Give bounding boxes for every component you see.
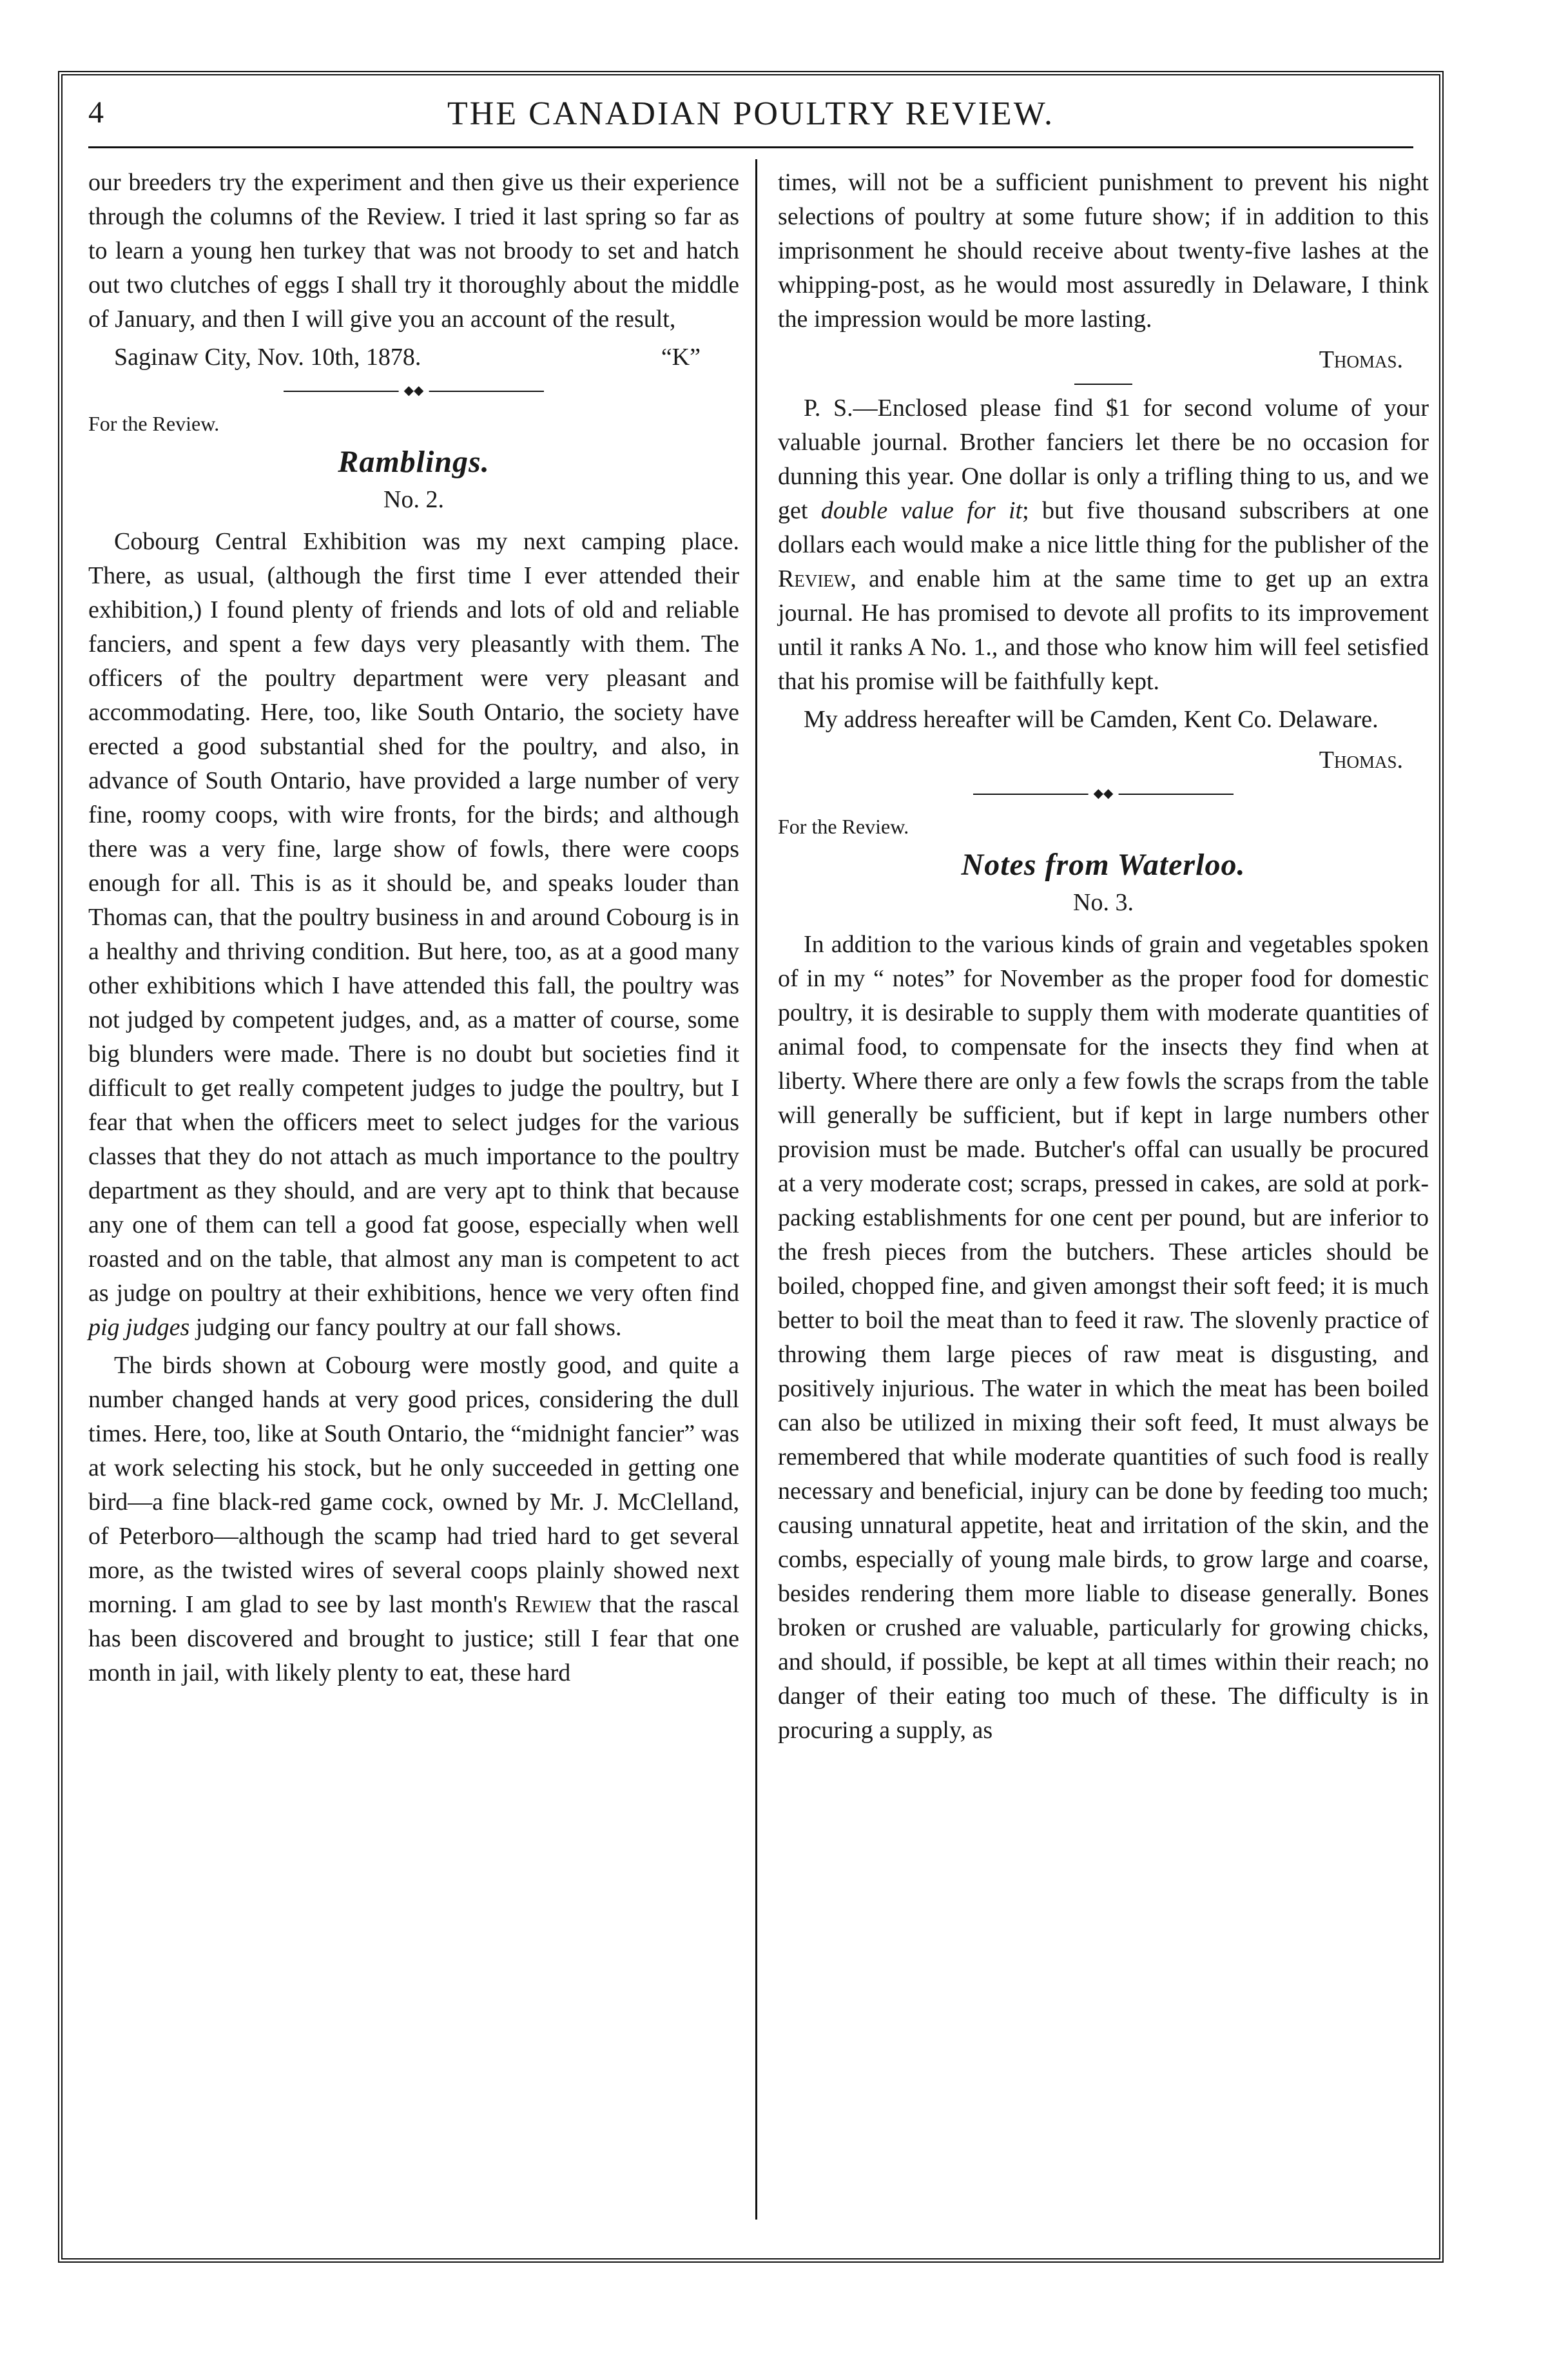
signature-thomas-2: Thomas.	[1319, 747, 1403, 774]
running-title: THE CANADIAN POULTRY REVIEW.	[447, 95, 1054, 132]
signoff-place: Saginaw City, Nov. 10th, 1878.	[114, 344, 421, 371]
left-paragraph-1: our breeders try the experiment and then give us their experience through the columns of the Review. I tried it last spring so far as to learn a young hen turkey that was not broody to set and hatch out two clutches of eggs I shall try it thoroughly about the middle of January, and then I will give you an account of the result,	[88, 169, 739, 333]
left-column	[88, 166, 739, 1694]
short-rule	[1074, 384, 1132, 385]
for-review-label: For the Review.	[778, 815, 909, 838]
section-separator: ◆◆	[284, 386, 544, 395]
column-divider	[755, 159, 757, 2220]
address-paragraph: My address hereafter will be Camden, Kent Co. Delaware.	[804, 706, 1379, 733]
article-number: No. 3.	[1073, 889, 1134, 916]
right-paragraph-1: times, will not be a sufficient punishment to prevent his night selections of poultry at some future show; if in addition to this imprisonment he should receive about twenty-five lashes at the whipping-post, as he would most assuredly in Delaware, I think the impression would be more lasting.	[778, 169, 1429, 333]
postscript-paragraph: P. S.—Enclosed please find $1 for second volume of your valuable journal. Brother fanciers let there be no occasion for dunning this year. One dollar is only a trifling thing to us, and we get double value for it; but five thousand subscribers at one dollars each would make a nice little thing for the publisher of the Review, and enable him at the same time to get up an extra journal. He has promised to devote all profits to its improvement until it ranks A No. 1., and those who know him will feel setisfied that his promise will be faithfully kept.	[778, 395, 1429, 695]
header-rule	[88, 146, 1413, 148]
page-header	[63, 95, 1439, 140]
article-title-waterloo: Notes from Waterloo.	[961, 848, 1246, 882]
italic-phrase: pig judges	[88, 1314, 190, 1341]
small-caps-word: Review	[778, 565, 851, 592]
ramblings-paragraph-1: Cobourg Central Exhibition was my next camping place. There, as usual, (although the first time I ever attended their exhibition,) I found plenty of friends and lots of old and reliable fanciers, and spent a few days very pleasantly with them. The officers of the poultry department were very pleasant and accommodating. Here, too, like South Ontario, the society have erected a good substantial shed for the poultry, and also, in advance of South Ontario, have provided a large number of very fine, roomy coops, with wire fronts, for the birds; and although there was a very fine, large show of fowls, there were coops enough for all. This is as it should be, and speaks louder than Thomas can, that the poultry business in and around Cobourg is in a healthy and thriving condition. But here, too, as at a good many other exhibitions which I have attended this fall, the poultry was not judged by competent judges, and, as a matter of course, some big blunders were made. There is no doubt but societies find it difficult to get really competent judges to judge the poultry, but I fear that when the officers meet to select judges for the various classes that they do not attach as much importance to the poultry department as they should, and are very apt to think that because any one of them can tell a good fat goose, especially when well roasted and on the table, that almost any man is competent to act as judge on poultry at their exhibitions, hence we very often find pig judges judging our fancy poultry at our fall shows.	[88, 528, 739, 1341]
signature-thomas-1: Thomas.	[1319, 346, 1403, 373]
newspaper-page	[58, 71, 1444, 2263]
article-number: No. 2.	[383, 486, 444, 513]
section-separator: ◆◆	[973, 789, 1234, 798]
article-title-ramblings: Ramblings.	[338, 445, 490, 479]
signoff-line	[88, 340, 739, 375]
page-number: 4	[88, 95, 104, 130]
for-review-label: For the Review.	[88, 412, 220, 435]
small-caps-word: Rewiew	[515, 1591, 592, 1618]
signoff-initial: “K”	[661, 344, 701, 371]
ramblings-paragraph-2: The birds shown at Cobourg were mostly good, and quite a number changed hands at very good prices, considering the dull times. Here, too, like at South Ontario, the “midnight fancier” was at work selecting his stock, but he only succeeded in getting one bird—a fine black-red game cock, owned by Mr. J. McClelland, of Peterboro—although the scamp had tried hard to get several more, as the twisted wires of several coops plainly showed next morning. I am glad to see by last month's Rewiew that the rascal has been discovered and brought to justice; still I fear that one month in jail, with likely plenty to eat, these hard	[88, 1352, 740, 1686]
waterloo-paragraph-1: In addition to the various kinds of grain and vegetables spoken of in my “ notes” for November as the proper food for domestic poultry, it is desirable to supply them with moderate quantities of animal food, to compensate for the insects they find when at liberty. Where there are only a few fowls the scraps from the table will generally be sufficient, but if kept in large numbers other provision must be made. Butcher's offal can usually be procured at a very moderate cost; scraps, pressed in cakes, are sold at pork-packing establishments for one cent per pound, but are inferior to the fresh pieces from the butchers. These articles should be boiled, chopped fine, and given amongst their soft feed; it is much better to boil the meat than to feed it raw. The slovenly practice of throwing them large pieces of raw meat is disgusting, and positively injurious. The water in which the meat has been boiled can also be utilized in mixing their soft feed, It must always be remembered that while moderate quantities of such food is really necessary and beneficial, injury can be done by feeding too much; causing unnatural appetite, heat and irritation of the skin, and the combs, especially of young male birds, to grow large and coarse, besides rendering them more liable to disease generally. Bones broken or crushed are valuable, particularly for growing chicks, and should, if possible, be kept at all times within their reach; no danger of their eating too much of these. The difficulty is in procuring a supply, as	[778, 931, 1429, 1744]
italic-phrase: double value for it	[820, 497, 1023, 524]
right-column	[778, 166, 1429, 1752]
